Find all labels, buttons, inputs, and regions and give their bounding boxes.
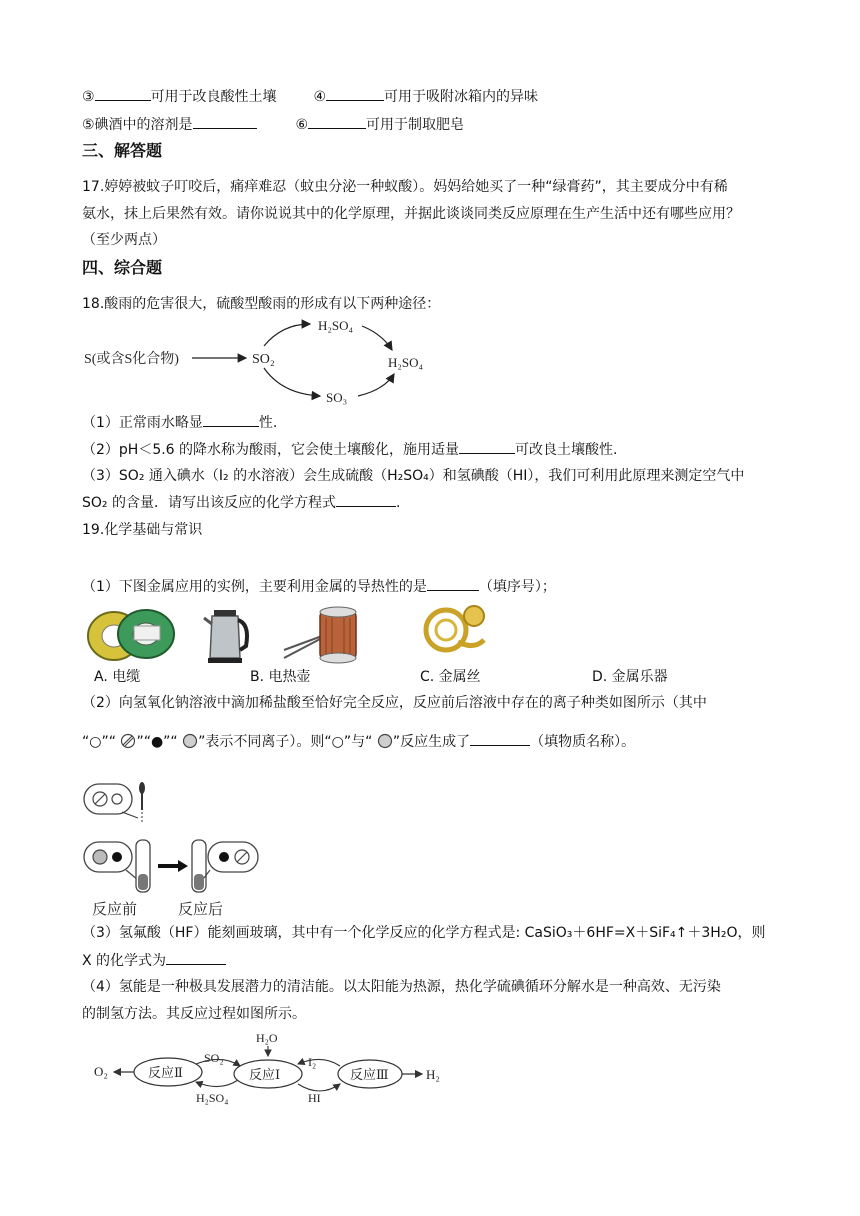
q19-part1-tail: （填序号）；	[478, 579, 556, 595]
before-ion-bubble	[84, 842, 132, 872]
q18-intro: 18.酸雨的危害很大，硫酸型酸雨的形成有以下两种途径：	[82, 296, 441, 312]
q18-part3-line2	[82, 492, 400, 513]
cycle-h2-label: H₂	[426, 1067, 440, 1082]
item6-blank[interactable]	[308, 114, 366, 129]
option-d: D. 金属乐器	[592, 669, 668, 685]
q18-part2	[82, 439, 618, 460]
dropper-ion-bubble	[84, 784, 132, 814]
item3-text: 可用于改良酸性土壤	[150, 89, 277, 105]
section-3-title: 三、解答题	[82, 141, 163, 160]
hatched-ion-icon	[120, 733, 136, 749]
option-b: B. 电热壶	[250, 669, 311, 685]
cycle-reaction-3-label: 反应Ⅲ	[350, 1067, 389, 1082]
item4-text: 可用于吸附冰箱内的异味	[384, 89, 539, 105]
cycle-i2-label: I₂	[308, 1055, 317, 1069]
q19-part3-line1: （3）氢氟酸（HF）能刻画玻璃，其中有一个化学反应的化学方程式是: CaSiO₃＋6HF=X＋SiF₄↑＋3H₂O，则	[82, 925, 766, 941]
ion-reaction-figure	[82, 778, 262, 918]
before-reaction-label: 反应前	[92, 902, 138, 918]
item4-blank[interactable]	[326, 86, 384, 101]
q19-part2-blank[interactable]	[470, 731, 530, 746]
option-c: C. 金属丝	[420, 669, 481, 685]
q19-part3-line2	[82, 950, 226, 971]
acid-rain-pathway-diagram	[82, 316, 442, 408]
cycle-so2-label: SO₂	[204, 1051, 224, 1065]
item6-text: 可用于制取肥皂	[366, 117, 465, 133]
arrow-so2-to-top	[264, 324, 310, 346]
cycle-reaction-1-label: 反应Ⅰ	[249, 1067, 281, 1082]
q18-part2-text: （2）pH＜5.6 的降水称为酸雨，它会使土壤酸化，施用适量	[82, 442, 460, 458]
after-ion-bubble	[208, 842, 258, 872]
arrow-top-to-right	[362, 326, 392, 350]
section-4-title: 四、综合题	[82, 258, 163, 277]
q18-part3-text: SO₂ 的含量．请写出该反应的化学方程式	[82, 495, 336, 511]
cable-image	[84, 604, 184, 664]
q18-part3-blank[interactable]	[336, 492, 396, 507]
diagram-right-h2so4-label: H₂SO₄	[388, 355, 424, 370]
q18-part1-text: （1）正常雨水略显	[82, 415, 203, 431]
cycle-hi-label: HI	[308, 1091, 321, 1105]
cycle-o2-label: O₂	[94, 1064, 108, 1079]
after-reaction-label: 反应后	[178, 902, 224, 918]
q19-part2-text-d: ”反应生成了	[392, 734, 471, 750]
q19-part2-text-b: ”“●”“	[136, 734, 178, 750]
cycle-h2so4-label: H₂SO₄	[196, 1091, 229, 1105]
q19-part2-line2	[82, 731, 635, 752]
q17-line1: 17.婷婷被蚊子叮咬后，痛痒难忍（蚊虫分泌一种蚁酸）。妈妈给她买了一种“绿膏药”，其主要成分中有稀	[82, 179, 728, 195]
q19-part4-line1: （4）氢能是一种极具发展潜力的清洁能。以太阳能为热源，热化学硫碘循环分解水是一种高效、无污染	[82, 979, 721, 995]
item6-number: ⑥	[295, 117, 309, 133]
q19-part2-tail: （填物质名称）。	[530, 734, 636, 750]
q18-part1-tail: 性.	[258, 415, 278, 431]
french-horn-image	[418, 596, 490, 664]
q18-part1	[82, 412, 277, 433]
diagram-source-label: S(或含S化合物)	[84, 352, 179, 367]
item-3-4-line	[82, 86, 538, 107]
arrow-so3-to-right	[358, 374, 394, 396]
option-a: A. 电缆	[94, 669, 141, 685]
metal-wire-image	[282, 598, 372, 666]
item4-number: ④	[313, 89, 327, 105]
item-5-6-line	[82, 114, 464, 135]
q19-title: 19.化学基础与常识	[82, 522, 203, 538]
dotted-ion-icon	[182, 733, 198, 749]
q19-part3-blank[interactable]	[166, 950, 226, 965]
diagram-so3-label: SO₃	[326, 390, 348, 405]
diagram-top-h2so4-label: H₂SO₄	[318, 318, 354, 333]
q18-part3-tail: .	[395, 495, 401, 511]
q18-part2-blank[interactable]	[459, 439, 515, 454]
q19-part2-text-c: ”表示不同离子）。则“○”与“	[198, 734, 373, 750]
arrow-so2-to-so3	[264, 368, 320, 396]
q18-part3-line1: （3）SO₂ 通入碘水（I₂ 的水溶液）会生成硫酸（H₂SO₄）和氢碘酸（HI），我们可利用此原理来测定空气中	[82, 468, 745, 484]
item3-number: ③	[82, 89, 95, 105]
q19-part1	[82, 576, 556, 597]
cycle-reaction-2-label: 反应Ⅱ	[148, 1065, 183, 1080]
q17-line2: 氨水，抹上后果然有效。请你说说其中的化学原理，并据此谈谈同类反应原理在生产生活中还有哪些应用？	[82, 206, 740, 222]
kettle-image	[202, 602, 252, 664]
diagram-so2-label: SO₂	[252, 352, 275, 367]
q19-part2-line1: （2）向氢氧化钠溶液中滴加稀盐酸至恰好完全反应，反应前后溶液中存在的离子种类如图所示（其中	[82, 695, 707, 711]
cycle-h2o-label: H₂O	[256, 1031, 278, 1045]
q17-line3: （至少两点）	[82, 232, 166, 248]
item5-text: ⑤碘酒中的溶剂是	[82, 117, 193, 133]
q19-part1-text: （1）下图金属应用的实例，主要利用金属的导热性的是	[82, 579, 427, 595]
q18-part1-blank[interactable]	[203, 412, 259, 427]
q19-part1-blank[interactable]	[427, 576, 479, 591]
q19-part2-text-a: “○”“	[82, 734, 116, 750]
q19-part4-line2: 的制氢方法。其反应过程如图所示。	[82, 1006, 306, 1022]
item5-blank[interactable]	[193, 114, 257, 129]
sulfur-iodine-cycle-diagram	[92, 1028, 452, 1112]
dotted-ion-icon-2	[377, 733, 393, 749]
q19-part3-text: X 的化学式为	[82, 953, 167, 969]
q18-part2-tail: 可改良土壤酸性.	[515, 442, 618, 458]
item3-blank[interactable]	[95, 86, 151, 101]
